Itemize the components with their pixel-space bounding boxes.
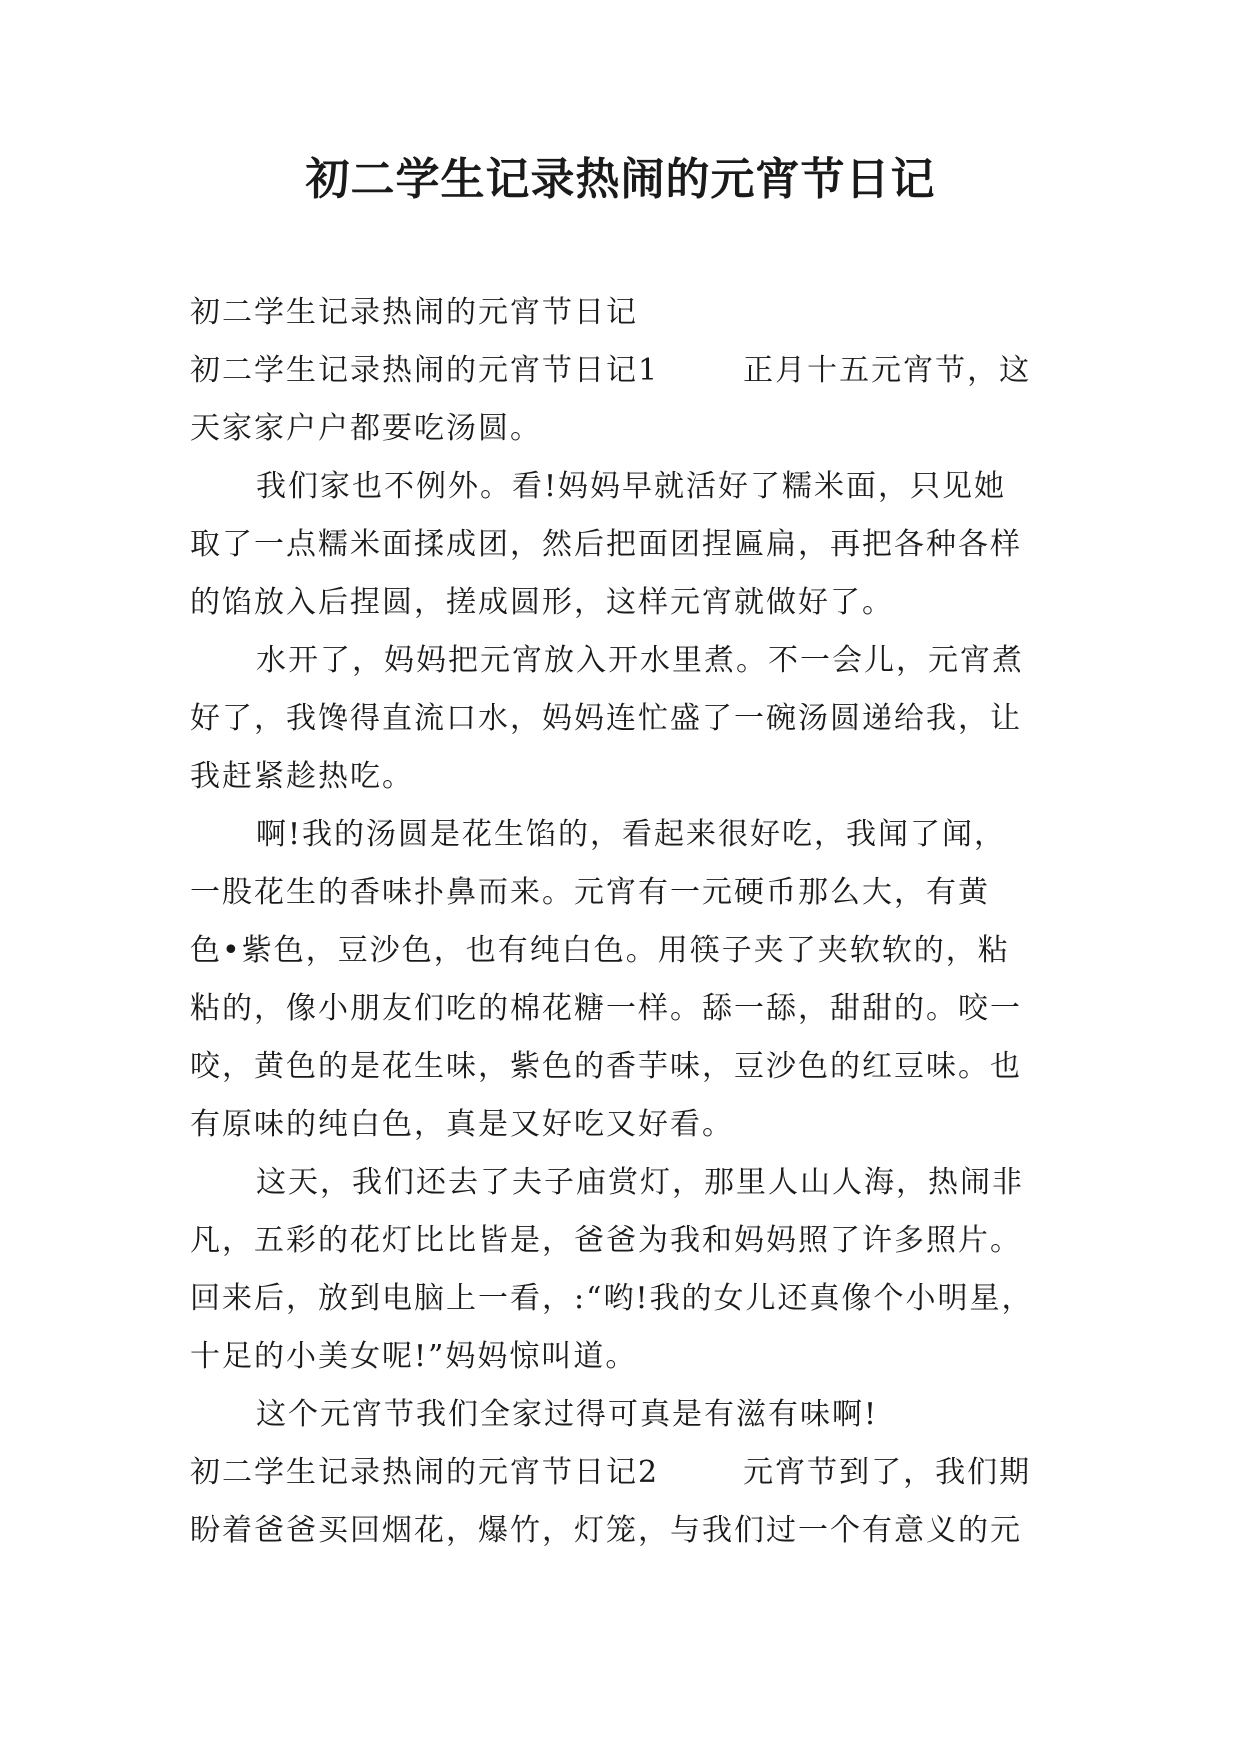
paragraph-start-line: 这天，我们还去了夫子庙赏灯，那里人山人海，热闹非: [256, 1165, 1024, 1200]
body-line: 色•紫色，豆沙色，也有纯白色。用筷子夹了夹软软的，粘: [190, 933, 1010, 968]
body-line: 粘的，像小朋友们吃的棉花糖一样。舔一舔，甜甜的。咬一: [190, 991, 1022, 1026]
body-line: 咬，黄色的是花生味，紫色的香芋味，豆沙色的红豆味。也: [190, 1049, 1022, 1084]
body-line: 十足的小美女呢!”妈妈惊叫道。: [190, 1339, 638, 1374]
body-line: 一股花生的香味扑鼻而来。元宵有一元硬币那么大，有黄: [190, 875, 990, 910]
section-heading: 初二学生记录热闹的元宵节日记1: [190, 353, 660, 388]
body-line: 凡，五彩的花灯比比皆是，爸爸为我和妈妈照了许多照片。: [190, 1223, 1022, 1258]
paragraph-start-line: 啊!我的汤圆是花生馅的，看起来很好吃，我闻了闻，: [256, 817, 1007, 852]
document-title: 初二学生记录热闹的元宵节日记: [305, 154, 936, 205]
body-line: 好了，我馋得直流口水，妈妈连忙盛了一碗汤圆递给我，让: [190, 701, 1022, 736]
paragraph-start-line: 这个元宵节我们全家过得可真是有滋有味啊!: [256, 1397, 879, 1432]
document-body: [190, 284, 1070, 1560]
section-lead-text: 正月十五元宵节，这: [743, 353, 1032, 388]
section-heading-line: [190, 1444, 1070, 1502]
section-heading: 初二学生记录热闹的元宵节日记2: [190, 1455, 660, 1490]
body-line: 取了一点糯米面揉成团，然后把面团捏匾扁，再把各种各样: [190, 527, 1022, 562]
body-line: 初二学生记录热闹的元宵节日记: [190, 295, 638, 330]
body-line: 有原味的纯白色，真是又好吃又好看。: [190, 1107, 734, 1142]
paragraph-start-line: 我们家也不例外。看!妈妈早就活好了糯米面，只见她: [256, 469, 1007, 504]
paragraph-start-line: 水开了，妈妈把元宵放入开水里煮。不一会儿，元宵煮: [256, 643, 1024, 678]
section-lead-text: 元宵节到了，我们期: [743, 1455, 1032, 1490]
body-line: 的馅放入后捏圆，搓成圆形，这样元宵就做好了。: [190, 585, 894, 620]
body-line: 我赶紧趁热吃。: [190, 759, 414, 794]
body-line: 盼着爸爸买回烟花，爆竹，灯笼，与我们过一个有意义的元: [190, 1513, 1022, 1548]
body-line: 天家家户户都要吃汤圆。: [190, 411, 542, 446]
section-heading-line: [190, 342, 1070, 400]
body-line: 回来后，放到电脑上一看，:“哟!我的女儿还真像个小明星，: [190, 1281, 1034, 1316]
